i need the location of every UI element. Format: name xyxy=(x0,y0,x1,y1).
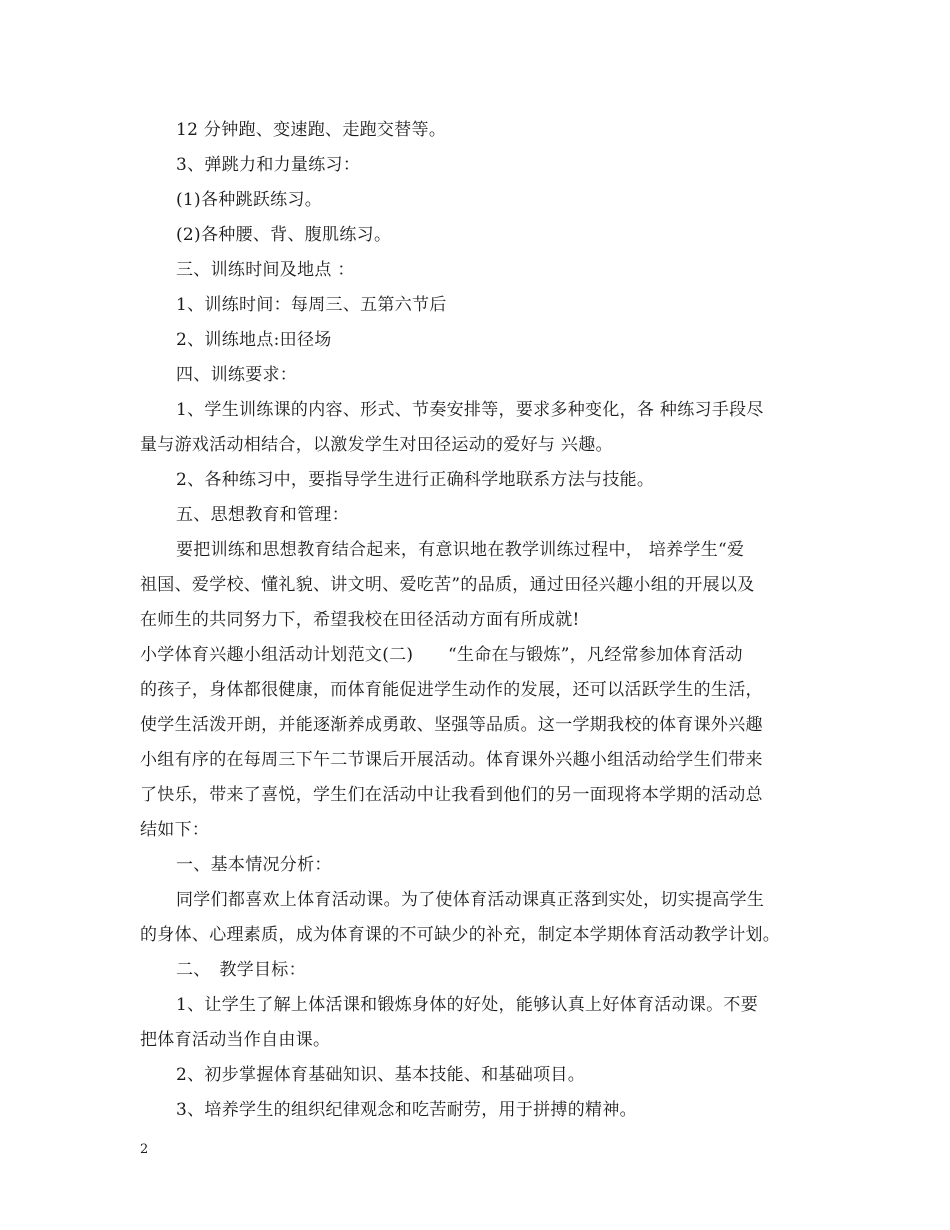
text-line: 二、 教学目标： xyxy=(176,960,306,980)
text-line: 12 分钟跑、变速跑、走跑交替等。 xyxy=(176,120,447,140)
text-line: 1、让学生了解上体活课和锻炼身体的好处，能够认真上好体育活动课。不要 xyxy=(176,995,759,1015)
text-line: 2、训练地点:田径场 xyxy=(176,330,332,350)
text-line: 把体育活动当作自由课。 xyxy=(140,1030,331,1050)
page-number: 2 xyxy=(140,1142,149,1157)
text-line: 1、学生训练课的内容、形式、节奏安排等，要求多种变化，各 种练习手段尽 xyxy=(176,400,764,420)
text-line: 要把训练和思想教育结合起来，有意识地在教学训练过程中， 培养学生“爱 xyxy=(176,540,745,560)
text-line: 小组有序的在每周三下午二节课后开展活动。体育课外兴趣小组活动给学生们带来 xyxy=(140,750,763,770)
text-line: 使学生活泼开朗，并能逐渐养成勇敢、坚强等品质。这一学期我校的体育课外兴趣 xyxy=(140,715,763,735)
text-line: (1)各种跳跃练习。 xyxy=(176,190,323,210)
text-line: 三、训练时间及地点 ： xyxy=(176,260,355,280)
text-line: 3、培养学生的组织纪律观念和吃苦耐劳，用于拼搏的精神。 xyxy=(176,1100,637,1120)
text-line: 量与游戏活动相结合，以激发学生对田径运动的爱好与 兴趣。 xyxy=(140,435,613,455)
text-line: 四、训练要求： xyxy=(176,365,298,385)
text-line: 同学们都喜欢上体育活动课。为了使体育活动课真正落到实处，切实提高学生 xyxy=(176,890,765,910)
text-line: 了快乐，带来了喜悦，学生们在活动中让我看到他们的另一面现将本学期的活动总 xyxy=(140,785,763,805)
text-line: 五、思想教育和管理： xyxy=(176,505,349,525)
text-line: 的身体、心理素质，成为体育课的不可缺少的补充，制定本学期体育活动教学计划。 xyxy=(140,925,781,945)
section-heading-line: 小学体育兴趣小组活动计划范文(二) “生命在与锻炼”，凡经常参加体育活动 xyxy=(140,645,743,665)
text-line: 的孩子，身体都很健康，而体育能促进学生动作的发展，还可以活跃学生的生活， xyxy=(140,680,763,700)
text-line: 1、训练时间：每周三、五第六节后 xyxy=(176,295,447,315)
text-line: 一、基本情况分析： xyxy=(176,855,332,875)
text-line: 结如下： xyxy=(140,820,210,840)
text-line: (2)各种腰、背、腹肌练习。 xyxy=(176,225,392,245)
text-line: 祖国、爱学校、懂礼貌、讲文明、爱吃苦”的品质，通过田径兴趣小组的开展以及 xyxy=(140,575,755,595)
text-line: 3、弹跳力和力量练习： xyxy=(176,155,361,175)
text-line: 2、各种练习中，要指导学生进行正确科学地联系方法与技能。 xyxy=(176,470,655,490)
text-line: 在师生的共同努力下，希望我校在田径活动方面有所成就! xyxy=(140,610,580,630)
text-line: 2、初步掌握体育基础知识、基本技能、和基础项目。 xyxy=(176,1065,586,1085)
